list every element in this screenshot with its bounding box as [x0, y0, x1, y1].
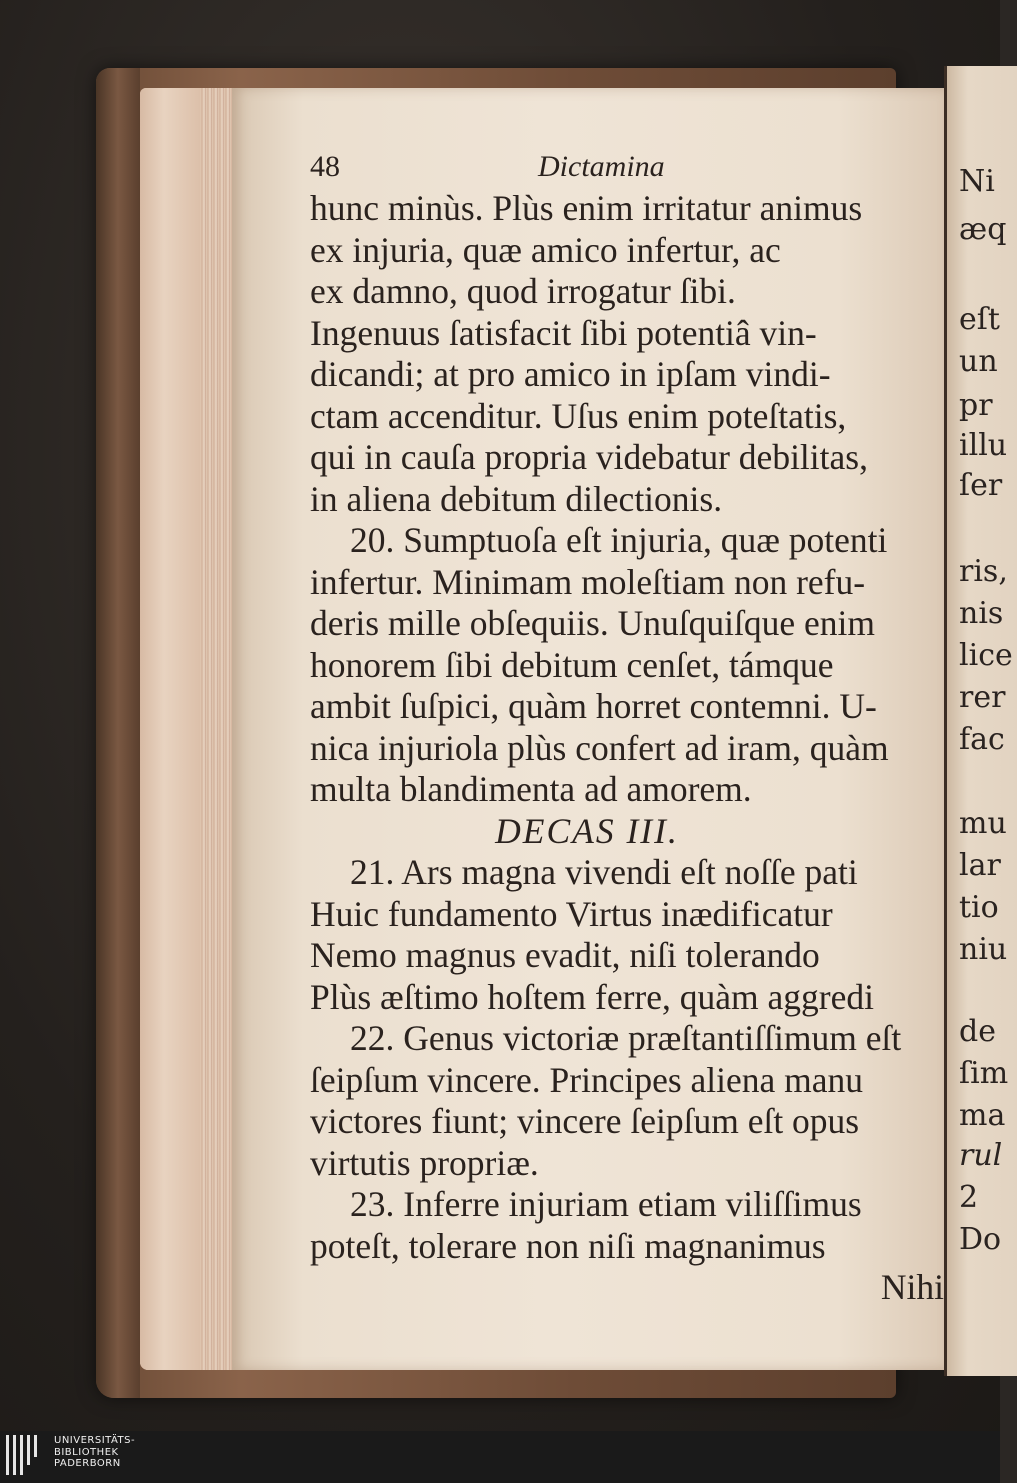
library-footer	[0, 1431, 1000, 1483]
paragraph-start-line: 20. Sumptuoſa eſt injuria, quæ potenti	[350, 520, 888, 560]
text-line: qui in cauſa propria videbatur debilitas,	[310, 437, 868, 477]
paragraph-start-line: 23. Inferre injuriam etiam viliſſimus	[350, 1184, 862, 1224]
next-page-fragment: un	[959, 344, 998, 379]
next-page-fragment: tio	[959, 890, 999, 925]
paragraph-start-line: 21. Ars magna vivendi eſt noſſe pati	[350, 852, 858, 892]
catchword: Nihi	[880, 1267, 944, 1307]
running-title: Dictamina	[538, 150, 665, 183]
next-page-fragment: rul	[959, 1138, 1003, 1173]
next-page-fragment: ſer	[959, 468, 1003, 503]
text-line: Ingenuus ſatisfacit ſibi potentiâ vin-	[310, 312, 817, 353]
next-page-edge	[944, 66, 1017, 1376]
next-page-fragment: illu	[959, 428, 1008, 463]
library-name	[54, 1435, 135, 1470]
next-page-fragment: pr	[959, 388, 993, 423]
next-page-fragment: fac	[959, 722, 1005, 757]
section-heading: DECAS III.	[495, 810, 679, 851]
next-page-fragment: æq	[959, 212, 1007, 247]
next-page-fragment: ma	[959, 1098, 1006, 1133]
text-line: honorem ſibi debitum cenſet, támque	[310, 644, 834, 685]
text-line: Nemo magnus evadit, niſi tolerando	[310, 935, 820, 975]
text-line: virtutis propriæ.	[310, 1142, 539, 1183]
text-line: deris mille obſequiis. Unuſquiſque enim	[310, 603, 875, 643]
text-line: poteſt, tolerare non niſi magnanimus	[310, 1225, 826, 1266]
page-number: 48	[310, 150, 340, 183]
next-page-fragment: Do	[959, 1222, 1002, 1257]
next-page-fragment: 2	[959, 1180, 979, 1215]
text-line: hunc minùs. Plùs enim irritatur animus	[310, 188, 863, 228]
running-head	[310, 148, 944, 188]
text-line: ctam accenditur. Uſus enim poteſtatis,	[310, 395, 847, 436]
next-page-fragment: rer	[959, 680, 1006, 715]
text-line: dicandi; at pro amico in ipſam vindi-	[310, 354, 831, 394]
next-page-fragment: de	[959, 1014, 996, 1049]
library-name-line3: PADERBORN	[54, 1458, 121, 1469]
next-page-fragment: Ni	[959, 164, 995, 199]
library-name-line1: UNIVERSITÄTS-	[54, 1435, 136, 1446]
page-text	[310, 148, 944, 1309]
text-line: ambit ſuſpici, quàm horret contemni. U-	[310, 686, 877, 726]
next-page-fragment: nis	[959, 596, 1004, 631]
paragraph-start-line: 22. Genus victoriæ præſtantiſſimum eſt	[350, 1018, 902, 1058]
text-line: ſeipſum vincere. Principes aliena manu	[310, 1059, 864, 1100]
text-line: infertur. Minimam moleſtiam non refu-	[310, 561, 866, 602]
library-name-line2: BIBLIOTHEK	[54, 1446, 119, 1458]
next-page-fragment: ſim	[959, 1056, 1009, 1091]
text-line: victores fiunt; vincere ſeipſum eſt opus	[310, 1101, 860, 1141]
next-page-fragment: lice	[959, 638, 1013, 673]
library-logo-icon	[6, 1435, 44, 1479]
text-line: Huic fundamento Virtus inædificatur	[310, 893, 833, 934]
text-line: ex damno, quod irrogatur ſibi.	[310, 271, 736, 311]
next-page-fragment: niu	[959, 932, 1008, 967]
next-page-fragment: mu	[959, 806, 1007, 841]
text-line: Plùs æſtimo hoſtem ferre, quàm aggredi	[310, 976, 874, 1017]
text-line: ex injuria, quæ amico infertur, ac	[310, 229, 781, 270]
next-page-fragment: lar	[959, 848, 1001, 883]
next-page-fragment: eſt	[959, 302, 1000, 337]
text-line: multa blandimenta ad amorem.	[310, 769, 752, 809]
text-line: in aliena debitum dilectionis.	[310, 478, 723, 519]
next-page-fragment: ris,	[959, 554, 1008, 589]
text-line: nica injuriola plùs confert ad iram, quàm	[310, 727, 889, 768]
